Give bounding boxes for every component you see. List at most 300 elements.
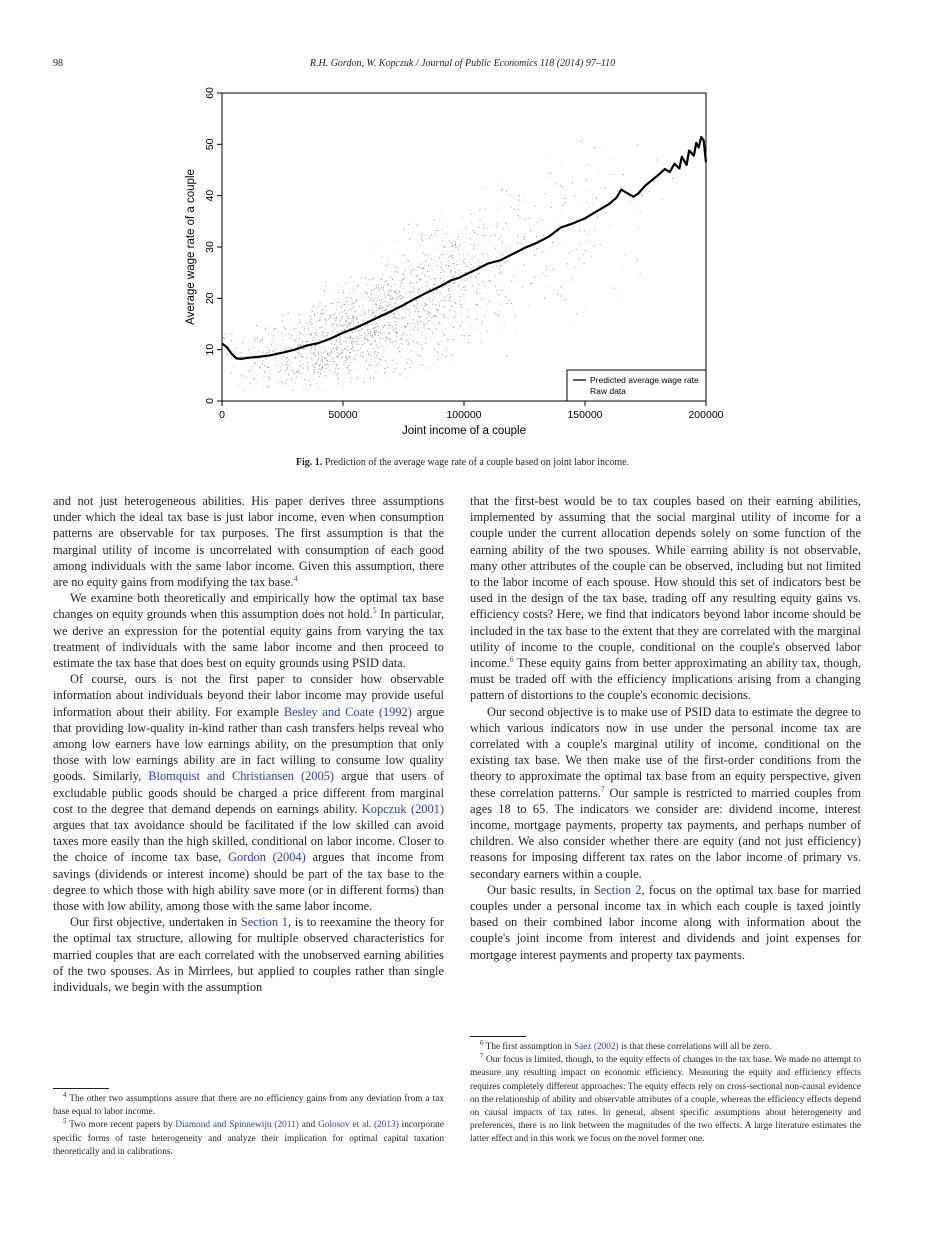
raw-data-point	[444, 335, 445, 336]
raw-data-point	[497, 223, 498, 224]
raw-data-point	[311, 324, 312, 325]
raw-data-point	[409, 329, 410, 330]
raw-data-point	[289, 363, 290, 364]
raw-data-point	[373, 278, 374, 279]
raw-data-point	[501, 272, 502, 273]
raw-data-point	[421, 238, 422, 239]
raw-data-point	[404, 326, 405, 327]
raw-data-point	[300, 344, 301, 345]
raw-data-point	[424, 265, 425, 266]
raw-data-point	[428, 311, 429, 312]
raw-data-point	[336, 376, 337, 377]
raw-data-point	[342, 290, 343, 291]
raw-data-point	[369, 317, 370, 318]
raw-data-point	[316, 333, 317, 334]
raw-data-point	[287, 368, 288, 369]
raw-data-point	[439, 322, 440, 323]
raw-data-point	[364, 319, 365, 320]
raw-data-point	[410, 312, 411, 313]
raw-data-point	[392, 342, 393, 343]
raw-data-point	[335, 371, 336, 372]
raw-data-point	[344, 330, 345, 331]
raw-data-point	[410, 284, 411, 285]
raw-data-point	[324, 365, 325, 366]
raw-data-point	[308, 329, 309, 330]
raw-data-point	[240, 356, 241, 357]
raw-data-point	[367, 339, 368, 340]
raw-data-point	[313, 365, 314, 366]
raw-data-point	[357, 319, 358, 320]
raw-data-point	[442, 269, 443, 270]
raw-data-point	[384, 368, 385, 369]
raw-data-point	[381, 300, 382, 301]
raw-data-point	[337, 373, 338, 374]
raw-data-point	[431, 259, 432, 260]
raw-data-point	[327, 364, 328, 365]
raw-data-point	[245, 346, 246, 347]
raw-data-point	[491, 281, 492, 282]
raw-data-point	[411, 292, 412, 293]
raw-data-point	[374, 299, 375, 300]
raw-data-point	[407, 377, 408, 378]
raw-data-point	[590, 207, 591, 208]
raw-data-point	[307, 362, 308, 363]
raw-data-point	[288, 312, 289, 313]
raw-data-point	[617, 191, 618, 192]
raw-data-point	[426, 318, 427, 319]
raw-data-point	[410, 282, 411, 283]
raw-data-point	[375, 361, 376, 362]
raw-data-point	[443, 318, 444, 319]
raw-data-point	[401, 283, 402, 284]
raw-data-point	[408, 232, 409, 233]
raw-data-point	[406, 261, 407, 262]
raw-data-point	[352, 308, 353, 309]
raw-data-point	[374, 353, 375, 354]
raw-data-point	[419, 280, 420, 281]
raw-data-point	[495, 276, 496, 277]
raw-data-point	[391, 291, 392, 292]
raw-data-point	[497, 209, 498, 210]
raw-data-point	[312, 327, 313, 328]
raw-data-point	[315, 349, 316, 350]
raw-data-point	[440, 272, 441, 273]
raw-data-point	[571, 178, 572, 179]
raw-data-point	[383, 287, 384, 288]
raw-data-point	[227, 353, 228, 354]
raw-data-point	[506, 296, 507, 297]
raw-data-point	[296, 371, 297, 372]
raw-data-point	[312, 331, 313, 332]
raw-data-point	[551, 177, 552, 178]
raw-data-point	[465, 272, 466, 273]
raw-data-point	[331, 371, 332, 372]
raw-data-point	[394, 307, 395, 308]
raw-data-point	[475, 213, 476, 214]
raw-data-point	[544, 298, 545, 299]
raw-data-point	[384, 295, 385, 296]
raw-data-point	[380, 308, 381, 309]
raw-data-point	[486, 187, 487, 188]
raw-data-point	[495, 248, 496, 249]
raw-data-point	[371, 298, 372, 299]
raw-data-point	[314, 337, 315, 338]
raw-data-point	[480, 220, 481, 221]
raw-data-point	[283, 340, 284, 341]
raw-data-point	[477, 289, 478, 290]
raw-data-point	[612, 174, 613, 175]
raw-data-point	[486, 310, 487, 311]
raw-data-point	[441, 283, 442, 284]
raw-data-point	[264, 376, 265, 377]
raw-data-point	[537, 248, 538, 249]
raw-data-point	[325, 364, 326, 365]
raw-data-point	[587, 190, 588, 191]
raw-data-point	[369, 325, 370, 326]
raw-data-point	[320, 310, 321, 311]
raw-data-point	[439, 257, 440, 258]
raw-data-point	[463, 262, 464, 263]
raw-data-point	[319, 339, 320, 340]
raw-data-point	[463, 295, 464, 296]
raw-data-point	[281, 377, 282, 378]
raw-data-point	[349, 323, 350, 324]
raw-data-point	[390, 342, 391, 343]
raw-data-point	[314, 366, 315, 367]
raw-data-point	[582, 254, 583, 255]
raw-data-point	[478, 265, 479, 266]
raw-data-point	[327, 354, 328, 355]
raw-data-point	[325, 306, 326, 307]
raw-data-point	[462, 321, 463, 322]
raw-data-point	[640, 273, 641, 274]
raw-data-point	[314, 327, 315, 328]
raw-data-point	[390, 296, 391, 297]
raw-data-point	[385, 374, 386, 375]
raw-data-point	[382, 256, 383, 257]
raw-data-point	[354, 338, 355, 339]
raw-data-point	[400, 288, 401, 289]
raw-data-point	[316, 383, 317, 384]
raw-data-point	[370, 295, 371, 296]
raw-data-point	[242, 365, 243, 366]
raw-data-point	[468, 316, 469, 317]
raw-data-point	[403, 279, 404, 280]
raw-data-point	[441, 262, 442, 263]
raw-data-point	[341, 350, 342, 351]
raw-data-point	[376, 371, 377, 372]
raw-data-point	[456, 261, 457, 262]
raw-data-point	[439, 305, 440, 306]
raw-data-point	[300, 361, 301, 362]
raw-data-point	[470, 223, 471, 224]
raw-data-point	[393, 372, 394, 373]
raw-data-point	[406, 306, 407, 307]
raw-data-point	[339, 292, 340, 293]
raw-data-point	[344, 348, 345, 349]
raw-data-point	[344, 372, 345, 373]
raw-data-point	[423, 309, 424, 310]
raw-data-point	[459, 260, 460, 261]
raw-data-point	[317, 362, 318, 363]
raw-data-point	[368, 311, 369, 312]
raw-data-point	[372, 337, 373, 338]
raw-data-point	[396, 352, 397, 353]
raw-data-point	[445, 265, 446, 266]
raw-data-point	[607, 148, 608, 149]
raw-data-point	[381, 279, 382, 280]
raw-data-point	[260, 341, 261, 342]
raw-data-point	[535, 206, 536, 207]
raw-data-point	[416, 307, 417, 308]
raw-data-point	[481, 188, 482, 189]
raw-data-point	[347, 316, 348, 317]
raw-data-point	[589, 234, 590, 235]
raw-data-point	[361, 294, 362, 295]
raw-data-point	[356, 301, 357, 302]
raw-data-point	[385, 297, 386, 298]
raw-data-point	[385, 282, 386, 283]
raw-data-point	[396, 289, 397, 290]
raw-data-point	[248, 350, 249, 351]
raw-data-point	[377, 326, 378, 327]
raw-data-point	[381, 360, 382, 361]
raw-data-point	[464, 299, 465, 300]
raw-data-point	[405, 327, 406, 328]
raw-data-point	[354, 306, 355, 307]
raw-data-point	[352, 317, 353, 318]
raw-data-point	[398, 241, 399, 242]
raw-data-point	[250, 369, 251, 370]
raw-data-point	[276, 349, 277, 350]
raw-data-point	[319, 388, 320, 389]
raw-data-point	[315, 345, 316, 346]
raw-data-point	[342, 287, 343, 288]
raw-data-point	[302, 326, 303, 327]
raw-data-point	[487, 304, 488, 305]
raw-data-point	[387, 344, 388, 345]
raw-data-point	[358, 344, 359, 345]
raw-data-point	[561, 285, 562, 286]
raw-data-point	[322, 361, 323, 362]
raw-data-point	[609, 159, 610, 160]
raw-data-point	[297, 335, 298, 336]
raw-data-point	[419, 278, 420, 279]
raw-data-point	[286, 364, 287, 365]
raw-data-point	[458, 255, 459, 256]
raw-data-point	[336, 331, 337, 332]
raw-data-point	[361, 297, 362, 298]
raw-data-point	[429, 312, 430, 313]
raw-data-point	[431, 235, 432, 236]
raw-data-point	[423, 323, 424, 324]
raw-data-point	[333, 314, 334, 315]
raw-data-point	[352, 322, 353, 323]
raw-data-point	[433, 223, 434, 224]
raw-data-point	[561, 164, 562, 165]
raw-data-point	[400, 338, 401, 339]
raw-data-point	[349, 328, 350, 329]
raw-data-point	[323, 327, 324, 328]
raw-data-point	[459, 270, 460, 271]
raw-data-point	[400, 316, 401, 317]
raw-data-point	[351, 304, 352, 305]
raw-data-point	[327, 332, 328, 333]
raw-data-point	[563, 247, 564, 248]
raw-data-point	[286, 334, 287, 335]
raw-data-point	[353, 324, 354, 325]
raw-data-point	[372, 310, 373, 311]
raw-data-point	[374, 324, 375, 325]
raw-data-point	[284, 346, 285, 347]
raw-data-point	[274, 342, 275, 343]
raw-data-point	[455, 268, 456, 269]
raw-data-point	[302, 349, 303, 350]
raw-data-point	[510, 249, 511, 250]
raw-data-point	[299, 338, 300, 339]
raw-data-point	[321, 357, 322, 358]
raw-data-point	[300, 353, 301, 354]
raw-data-point	[391, 299, 392, 300]
raw-data-point	[317, 346, 318, 347]
raw-data-point	[535, 277, 536, 278]
raw-data-point	[544, 232, 545, 233]
raw-data-point	[591, 256, 592, 257]
raw-data-point	[488, 232, 489, 233]
raw-data-point	[354, 357, 355, 358]
raw-data-point	[409, 267, 410, 268]
raw-data-point	[318, 328, 319, 329]
raw-data-point	[346, 313, 347, 314]
raw-data-point	[587, 202, 588, 203]
raw-data-point	[433, 284, 434, 285]
raw-data-point	[348, 309, 349, 310]
raw-data-point	[427, 282, 428, 283]
raw-data-point	[452, 257, 453, 258]
raw-data-point	[502, 290, 503, 291]
raw-data-point	[471, 259, 472, 260]
raw-data-point	[338, 290, 339, 291]
raw-data-point	[364, 333, 365, 334]
raw-data-point	[391, 277, 392, 278]
raw-data-point	[524, 239, 525, 240]
raw-data-point	[487, 229, 488, 230]
raw-data-point	[423, 253, 424, 254]
raw-data-point	[434, 315, 435, 316]
raw-data-point	[311, 358, 312, 359]
raw-data-point	[344, 364, 345, 365]
raw-data-point	[329, 352, 330, 353]
raw-data-point	[519, 217, 520, 218]
raw-data-point	[451, 277, 452, 278]
raw-data-point	[520, 242, 521, 243]
raw-data-point	[331, 351, 332, 352]
raw-data-point	[347, 367, 348, 368]
raw-data-point	[459, 299, 460, 300]
raw-data-point	[435, 234, 436, 235]
raw-data-point	[334, 324, 335, 325]
raw-data-point	[443, 315, 444, 316]
raw-data-point	[266, 352, 267, 353]
raw-data-point	[338, 368, 339, 369]
raw-data-point	[432, 287, 433, 288]
raw-data-point	[298, 371, 299, 372]
raw-data-point	[401, 339, 402, 340]
raw-data-point	[426, 310, 427, 311]
raw-data-point	[268, 334, 269, 335]
raw-data-point	[378, 352, 379, 353]
raw-data-point	[459, 301, 460, 302]
raw-data-point	[348, 318, 349, 319]
raw-data-point	[263, 351, 264, 352]
raw-data-point	[418, 267, 419, 268]
raw-data-point	[502, 242, 503, 243]
raw-data-point	[465, 290, 466, 291]
raw-data-point	[394, 304, 395, 305]
raw-data-point	[530, 283, 531, 284]
raw-data-point	[253, 355, 254, 356]
raw-data-point	[378, 332, 379, 333]
raw-data-point	[434, 220, 435, 221]
raw-data-point	[340, 340, 341, 341]
raw-data-point	[454, 283, 455, 284]
raw-data-point	[517, 236, 518, 237]
raw-data-point	[503, 229, 504, 230]
raw-data-point	[375, 340, 376, 341]
raw-data-point	[417, 303, 418, 304]
raw-data-point	[448, 257, 449, 258]
raw-data-point	[262, 338, 263, 339]
raw-data-point	[460, 270, 461, 271]
raw-data-point	[464, 289, 465, 290]
raw-data-point	[471, 276, 472, 277]
raw-data-point	[321, 327, 322, 328]
raw-data-point	[367, 324, 368, 325]
raw-data-point	[468, 254, 469, 255]
raw-data-point	[549, 287, 550, 288]
raw-data-point	[379, 313, 380, 314]
raw-data-point	[420, 289, 421, 290]
raw-data-point	[398, 293, 399, 294]
raw-data-point	[367, 326, 368, 327]
raw-data-point	[310, 335, 311, 336]
raw-data-point	[412, 362, 413, 363]
raw-data-point	[385, 316, 386, 317]
raw-data-point	[335, 347, 336, 348]
raw-data-point	[368, 354, 369, 355]
raw-data-point	[331, 341, 332, 342]
raw-data-point	[405, 326, 406, 327]
raw-data-point	[543, 235, 544, 236]
raw-data-point	[403, 288, 404, 289]
raw-data-point	[472, 236, 473, 237]
raw-data-point	[355, 369, 356, 370]
raw-data-point	[322, 366, 323, 367]
raw-data-point	[468, 309, 469, 310]
raw-data-point	[383, 338, 384, 339]
raw-data-point	[316, 329, 317, 330]
raw-data-point	[312, 337, 313, 338]
raw-data-point	[390, 290, 391, 291]
raw-data-point	[439, 314, 440, 315]
raw-data-point	[344, 310, 345, 311]
raw-data-point	[417, 305, 418, 306]
raw-data-point	[463, 254, 464, 255]
raw-data-point	[285, 383, 286, 384]
raw-data-point	[366, 335, 367, 336]
raw-data-point	[318, 357, 319, 358]
raw-data-point	[239, 385, 240, 386]
